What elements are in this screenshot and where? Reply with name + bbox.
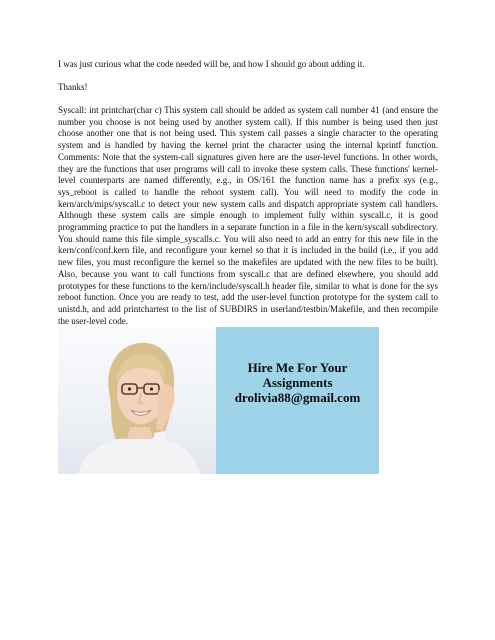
banner-headline: Hire Me For Your [247,360,348,375]
advertisement-banner [58,327,379,474]
banner-email: drolivia88@gmail.com [234,390,361,405]
assignment-description: Syscall: int printchar(char c) This system call should be added as system call number 41 (and ensure the number you choose is not being used by another system call). If this number is being used then just choose another one that is not being used. This system call passes a single character to the operating system and is handled by having the kernel print the character using the internal kprintf function. Comments: Note that the system-call signatures given here are the user-level functions. In other words, they are the functions that user programs will call to invoke these system calls. These functions' kernel-level counterparts are named differently, e.g., in OS/161 the function name has a prefix sys (e.g., sys_reboot is called to handle the reboot system call). You will need to modify the code in kern/arch/mips/syscall.c to detect your new system calls and dispatch appropriate system call handlers. Although these system calls are simple enough to implement fully within syscall.c, it is good programming practice to put the handlers in a separate function in a file in the kern/syscall subdirectory. You should name this file simple_syscalls.c. You will also need to add an entry for this new file in the kern/conf/conf.kern file, and reconfigure your kernel so that it is included in the build (i.e., if you add new files, you must reconfigure the kernel so the makefiles are updated with the new files to be built). Also, because you want to call functions from syscall.c that are defined elsewhere, you should add prototypes for these functions to the kern/include/syscall.h header file, similar to what is done for the sys reboot function. Once you are ready to test, add the user-level function prototype for the system call to unistd.h, and add printchartest to the list of SUBDIRS in userland/testbin/Makefile, and then recompile the user-level code. [58,105,438,326]
woman-with-glasses-photo [58,327,216,474]
intro-paragraph: I was just curious what the code needed will be, and how I should go about adding it. [58,59,365,69]
hire-me-banner [216,327,379,474]
thanks-paragraph: Thanks! [58,82,88,92]
portrait-illustration [58,327,216,474]
banner-subheadline: Assignments [262,375,333,390]
